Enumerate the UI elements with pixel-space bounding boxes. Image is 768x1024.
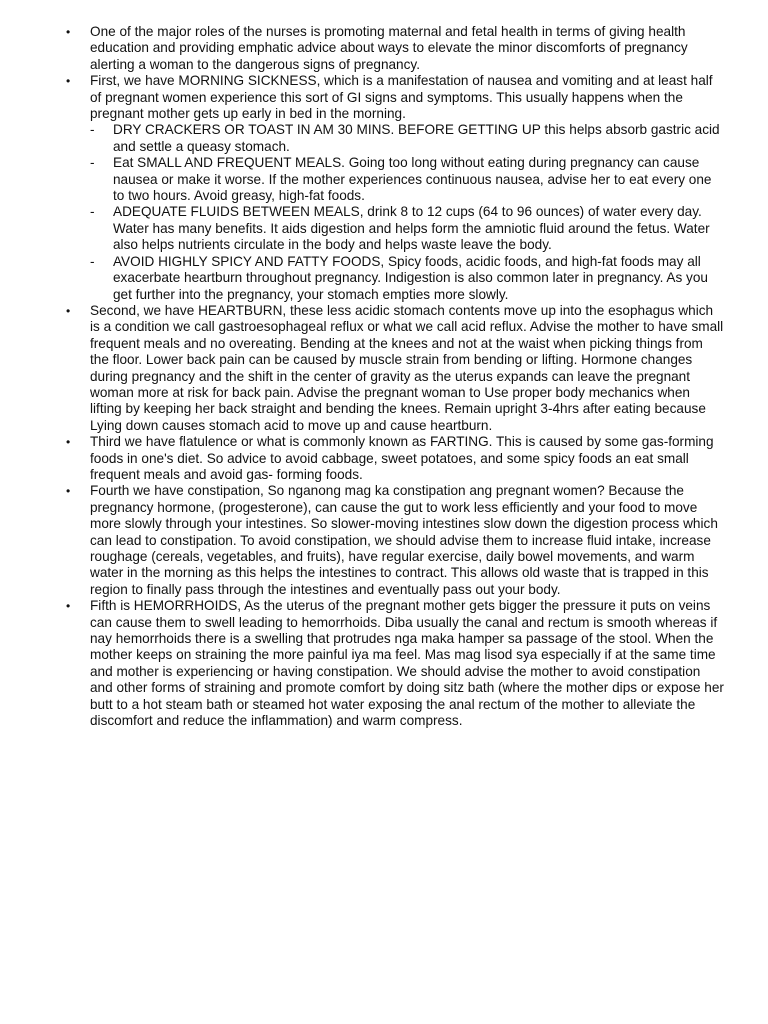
bullet-item-constipation <box>0 483 768 598</box>
sub-list-morning-sickness <box>90 122 724 302</box>
dash-marker: - <box>90 122 95 138</box>
bullet-text: Fourth we have constipation, So nganong mag ka constipation ang pregnant women? Because the pregnancy hormone, (progesterone), can cause the gut to work less efficiently and your food to move more slowly through your intestines. So slower-moving intestines slow down the digestion process which can lead to constipation. To avoid constipation, we should advise them to increase fluid intake, increase roughage (cereals, vegetables, and fruits), have regular exercise, daily bowel movements, and warm water in the morning as this helps the intestines to contract. This allows old waste that is trapped in this region to finally pass through the intestines and eventually pass out your body. <box>90 483 718 597</box>
bullet-marker: • <box>66 74 71 89</box>
sub-item-text: Eat SMALL AND FREQUENT MEALS. Going too long without eating during pregnancy can cause nausea or make it worse. If the mother experiences continuous nausea, advise her to eat every one to two hours. Avoid greasy, high-fat foods. <box>113 155 712 204</box>
bullet-item-morning-sickness <box>0 73 768 303</box>
bullet-text: Fifth is HEMORRHOIDS, As the uterus of the pregnant mother gets bigger the pressure it puts on veins can cause them to swell leading to hemorrhoids. Diba usually the canal and rectum is smooth whereas if nay hemorrhoids there is a swelling that protrudes nga maka hamper sa passage of the stool. When the mother keeps on straining the more painful iya ma feel. Mas mag lisod sya especially if at the same time and mother is experiencing or having constipation. We should advise the mother to avoid constipation and other forms of straining and promote comfort by doing sitz bath (where the mother dips or expose her butt to a hot steam bath or steamed hot water exposing the anal rectum of the mother to alleviate the discomfort and reduce the inflammation) and warm compress. <box>90 598 724 729</box>
bullet-marker: • <box>66 435 71 450</box>
dash-marker: - <box>90 204 95 220</box>
bullet-text: First, we have MORNING SICKNESS, which is a manifestation of nausea and vomiting and at least half of pregnant women experience this sort of GI signs and symptoms. This usually happens when the pregnant mother gets up early in bed in the morning. <box>90 73 713 122</box>
bullet-item-hemorrhoids <box>0 598 768 729</box>
bullet-list <box>0 24 768 729</box>
sub-item-text: DRY CRACKERS OR TOAST IN AM 30 MINS. BEFORE GETTING UP this helps absorb gastric acid and settle a queasy stomach. <box>113 122 720 154</box>
bullet-marker: • <box>66 599 71 614</box>
sub-item-text: AVOID HIGHLY SPICY AND FATTY FOODS, Spicy foods, acidic foods, and high-fat foods may all exacerbate heartburn throughout pregnancy. Indigestion is also common later in pregnancy. As you get further into the pregnancy, your stomach empties more slowly. <box>113 253 708 302</box>
sub-item-avoid-spicy <box>90 254 724 303</box>
dash-marker: - <box>90 253 95 269</box>
dash-marker: - <box>90 155 95 171</box>
sub-item-dry-crackers <box>90 122 724 155</box>
bullet-text: Third we have flatulence or what is commonly known as FARTING. This is caused by some gas-forming foods in one's diet. So advice to avoid cabbage, sweet potatoes, and some spicy foods an eat small frequent meals and avoid gas- forming foods. <box>90 434 714 482</box>
bullet-text: Second, we have HEARTBURN, these less acidic stomach contents move up into the esophagus which is a condition we call gastroesophageal reflux or what we call acid reflux. Advise the mother to have small frequent meals and no overeating. Bending at the knees and not at the waist when picking things from the floor. Lower back pain can be caused by muscle strain from bending or lifting. Hormone changes during pregnancy and the shift in the center of gravity as the uterus expands can leave the pregnant woman more at risk for back pain. Advise the pregnant woman to Use proper body mechanics when lifting by keeping her back straight and bending the knees. Remain upright 3-4hrs after eating because Lying down causes stomach acid to move up and cause heartburn. <box>90 302 724 433</box>
bullet-text: One of the major roles of the nurses is promoting maternal and fetal health in terms of giving health education and providing emphatic advice about ways to elevate the minor discomforts of pregnancy alerting a woman to the dangerous signs of pregnancy. <box>90 24 688 72</box>
sub-item-text: ADEQUATE FLUIDS BETWEEN MEALS, drink 8 to 12 cups (64 to 96 ounces) of water every day. Water has many benefits. It aids digestion and helps form the amniotic fluid around the fetus. Water also helps nutrients circulate in the body and helps waste leave the body. <box>113 204 710 253</box>
bullet-marker: • <box>66 25 71 39</box>
sub-item-adequate-fluids <box>90 204 724 253</box>
bullet-marker: • <box>66 484 71 499</box>
sub-item-small-meals <box>90 155 724 204</box>
document-page <box>0 24 768 729</box>
bullet-marker: • <box>66 303 71 318</box>
bullet-item-flatulence <box>0 434 768 483</box>
bullet-item-roles <box>0 24 768 73</box>
bullet-item-heartburn <box>0 303 768 434</box>
